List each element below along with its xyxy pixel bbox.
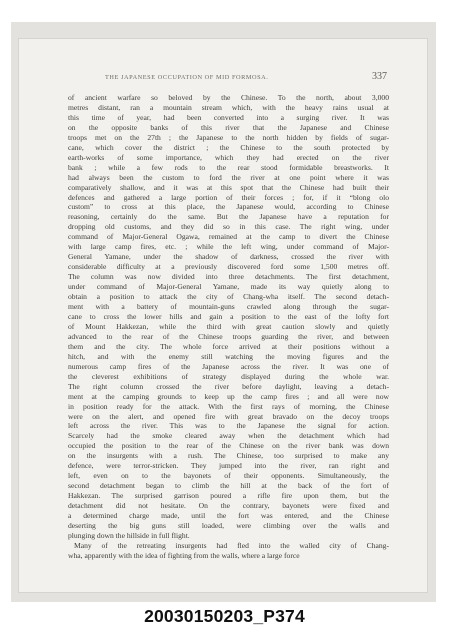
text-line: plunging down the hillside in full flight. — [68, 530, 190, 540]
text-line: on the insurgents with a rush. The Chinese, too surprised to make any — [68, 451, 389, 461]
text-line: defences and gathered a large portion of their forces ; for, if it “blong olo — [68, 192, 389, 202]
text-line: cane to cross the lower hills and gain a position to the east of the lofty fort — [68, 311, 389, 321]
text-line: were on the alert, and opened fire with great bravado on the decoy troops — [68, 411, 389, 421]
text-line: second detachment began to climb the hill at the back of the fort of — [68, 481, 389, 491]
image-id-caption: 20030150203_P374 — [144, 606, 305, 626]
text-line: detachment did not hesitate. On the contrary, bayonets were fixed and — [68, 501, 389, 511]
text-line: metres distant, ran a mountain stream which, with the heavy rains usual at — [68, 102, 389, 112]
page-number: 337 — [372, 71, 387, 82]
text-line: on the opposite banks of this river that the Japanese and Chinese — [68, 122, 389, 132]
text-line: wha, apparently with the idea of fighting from the walls, where a large force — [68, 550, 300, 560]
page-header — [105, 71, 387, 84]
text-line: dropping old customs, and they did so in this case. The right wing, under — [68, 222, 389, 232]
text-line: of ancient warfare so beloved by the Chinese. To the north, about 3,000 — [68, 93, 389, 102]
text-line: had always been the custom to ford the river at one point where it was — [68, 172, 389, 182]
text-line: bank ; while a few rods to the rear stood formidable breastworks. It — [68, 162, 389, 172]
text-line: The column was now divided into three detachments. The first detachment, — [68, 272, 389, 282]
text-line: troops met on the 27th ; the Japanese to the north hidden by fields of sugar- — [68, 132, 389, 142]
text-line: under command of Major-General Yamane, made its way quietly along to — [68, 282, 389, 292]
text-line: Hakkezan. The surprised garrison poured a rifle fire upon them, but the — [68, 491, 389, 501]
text-line: the cleverest exhibitions of strategy displayed during the whole war. — [68, 371, 389, 381]
body-text — [68, 93, 389, 563]
text-line: custom” to cross at this place, the Japanese would, according to Chinese — [68, 202, 389, 212]
text-line: earth-works of some importance, which they had erected on the river — [68, 152, 389, 162]
text-line: command of Major-General Ogawa, remained at the camp to divert the Chinese — [68, 232, 389, 242]
text-line: left, even on to the bayonets of their opponents. Simultaneously, the — [68, 471, 389, 481]
text-line: ment with a battery of mountain-guns crawled along through the sugar- — [68, 302, 389, 312]
running-title: THE JAPANESE OCCUPATION OF MID FORMOSA. — [105, 74, 269, 81]
text-line: The right column crossed the river before daylight, leaving a detach- — [68, 381, 389, 391]
text-line: obtain a position to attack the city of Chang-wha itself. The second detach- — [68, 292, 389, 302]
text-line: defence, were terror-stricken. They jumped into the river, ran right and — [68, 461, 389, 471]
text-line: this time of year, had been converted into a surging river. It was — [68, 112, 389, 122]
text-line: comparatively shallow, and it was at this spot that the Chinese had built their — [68, 182, 389, 192]
text-line: General Yamane, under the shadow of darkness, crossed the river with — [68, 252, 389, 262]
text-line: deserting the big guns still loaded, were climbing over the walls and — [68, 520, 389, 530]
text-line: in position ready for the attack. With the first rays of morning, the Chinese — [68, 401, 389, 411]
text-line: Many of the retreating insurgents had fled into the walled city of Chang- — [74, 540, 389, 550]
text-line: occupied the position to the rear of the Chinese on the river bank was down — [68, 441, 389, 451]
text-line: cane, which cover the district ; the Chinese to the south protected by — [68, 142, 389, 152]
text-line: considerable difficulty at a previously discovered ford some 1,500 metres off. — [68, 262, 389, 272]
text-line: a determined charge made, until the fort was entered, and the Chinese — [68, 511, 389, 521]
text-line: them and the city. The whole force arrived at their positions without a — [68, 341, 389, 351]
text-line: reasoning, certainly do the same. But the Japanese have a reputation for — [68, 212, 389, 222]
text-line: hitch, and with the enemy still watching the moving figures and the — [68, 351, 389, 361]
text-line: advanced to the rear of the Chinese troops guarding the river, and between — [68, 331, 389, 341]
text-line: ment at the camping grounds to keep up the camp fires ; and all were now — [68, 391, 389, 401]
text-line: Scarcely had the smoke cleared away when the detachment which had — [68, 431, 389, 441]
text-line: of Mount Hakkezan, while the third with great caution slowly and quietly — [68, 321, 389, 331]
text-line: with large camp fires, etc. ; while the left wing, under command of Major- — [68, 242, 389, 252]
text-line: left across the river. This was to the Japanese the signal for action. — [68, 421, 389, 431]
text-line: numerous camp fires of the Japanese across the river. It was one of — [68, 361, 389, 371]
